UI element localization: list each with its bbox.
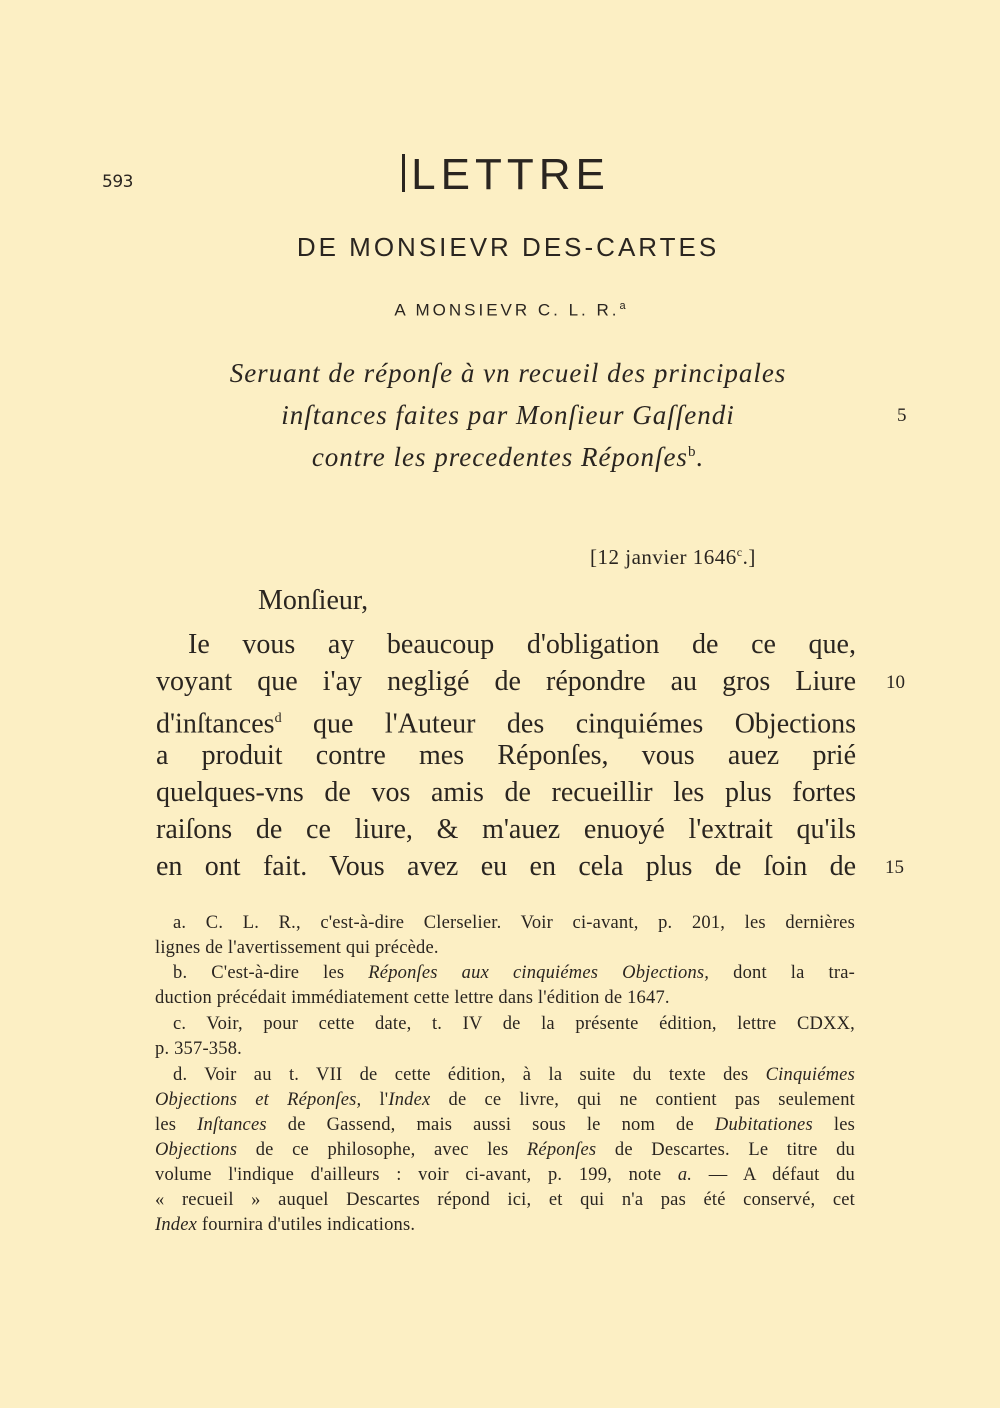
- footnote-c-line-2: p. 357-358.: [155, 1039, 242, 1059]
- line-number-10: 10: [886, 672, 905, 693]
- heading-line-1: Seruant de réponſe à vn recueil des principales: [229, 358, 787, 388]
- body-line-3: [156, 702, 856, 741]
- footnote-b-italic: Réponſes aux cinquiémes Objections,: [368, 963, 710, 983]
- heading-line-3-text: contre les precedentes Réponſes: [311, 442, 688, 472]
- footnote-d-line-7: [155, 1213, 855, 1239]
- footnote-ref-a: a: [619, 300, 626, 312]
- page-number: 593: [102, 172, 133, 192]
- footnote-d-text: les: [812, 1115, 856, 1135]
- footnote-d-text: de ce philosophe, avec les: [237, 1140, 527, 1160]
- letter-date: [590, 545, 756, 570]
- heading-line-2: inſtances faites par Monſieur Gaſſendi: [281, 400, 735, 430]
- footnote-d-italic: Objections: [155, 1140, 238, 1160]
- footnote-d-text: d. Voir au t. VII de cette édition, à la suite du texte des: [173, 1065, 766, 1085]
- letter-title: [0, 150, 1000, 200]
- footnote-a-line-2: lignes de l'avertissement qui précède.: [155, 938, 439, 958]
- footnote-d-text: volume l'indique d'ailleurs : voir ci-avant, p. 199, note: [155, 1165, 678, 1185]
- body-line-5: quelques-vns de vos amis de recueillir les plus fortes: [156, 777, 856, 808]
- body-line-4: a produit contre mes Réponſes, vous auez prié: [156, 740, 856, 771]
- footnote-d-text: de ce livre, qui ne contient pas seulement: [430, 1090, 855, 1110]
- footnote-d-italic: Objections et Réponſes,: [155, 1090, 362, 1110]
- footnote-ref-c: c: [736, 545, 743, 559]
- footnote-b-text: b. C'est-à-dire les: [173, 963, 369, 983]
- footnote-d-line-4: [155, 1138, 855, 1164]
- footnote-b-text-end: dont la tra-: [709, 963, 855, 983]
- footnote-d-line-5: [155, 1163, 855, 1189]
- footnote-d-text: de Descartes. Le titre du: [596, 1140, 855, 1160]
- section-marker: [402, 154, 405, 192]
- footnote-d-italic: Index: [155, 1215, 198, 1235]
- footnote-ref-d: d: [274, 711, 282, 726]
- letter-subtitle: DE MONSIEVR DES-CARTES: [296, 232, 720, 262]
- footnote-d-text: les: [155, 1115, 198, 1135]
- body-line-7: en ont fait. Vous avez eu en cela plus de ſoin de: [156, 851, 856, 882]
- footnote-c-line-1: c. Voir, pour cette date, t. IV de la présente édition, lettre CDXX,: [173, 1014, 855, 1034]
- body-line-2: voyant que i'ay negligé de répondre au gros Liure: [156, 666, 856, 697]
- footnote-d-line-1: [173, 1063, 855, 1089]
- footnote-d-text: de Gassend, mais aussi sous le nom de: [266, 1115, 715, 1135]
- date-close: .]: [742, 545, 756, 569]
- heading-line-3: contre les precedentes Réponſes$^b$.: [311, 442, 705, 472]
- footnote-d-line-6: « recueil » auquel Descartes répond ici, et qui n'a pas été conservé, cet: [155, 1190, 855, 1210]
- date-text: [12 janvier 1646: [590, 545, 737, 569]
- line-number-15: 15: [885, 857, 904, 878]
- footnote-d-text: fournira d'utiles indications.: [197, 1215, 416, 1235]
- footnote-d-italic: Réponſes: [526, 1140, 597, 1160]
- footnote-d-line-3: [155, 1113, 855, 1139]
- footnote-d-text: — A défaut du: [692, 1165, 855, 1185]
- footnote-d-italic: a.: [677, 1165, 693, 1185]
- footnote-ref-b: b: [687, 444, 697, 460]
- salutation: Monſieur,: [258, 585, 369, 616]
- footnote-b-line-1: [173, 961, 855, 987]
- footnote-d-line-2: [155, 1088, 855, 1114]
- body-line-3-start: d'inſtances: [156, 708, 275, 740]
- footnote-a-line-1: a. C. L. R., c'est-à-dire Clerselier. Voir ci-avant, p. 201, les dernières: [173, 913, 855, 933]
- addressee-text: A MONSIEVR C. L. R.: [394, 300, 620, 320]
- line-number-5: 5: [897, 405, 907, 426]
- title-text: LETTRE: [411, 150, 610, 199]
- body-line-1: Ie vous ay beaucoup d'obligation de ce que,: [188, 629, 856, 660]
- footnote-d-italic: Cinquiémes: [765, 1065, 855, 1085]
- body-line-6: raiſons de ce liure, & m'auez enuoyé l'extrait qu'ils: [156, 814, 856, 845]
- footnote-d-italic: Index: [388, 1090, 431, 1110]
- addressee: [0, 300, 1000, 321]
- footnote-d-text: l': [361, 1090, 389, 1110]
- footnote-d-italic: Dubitationes: [714, 1115, 813, 1135]
- footnote-b-line-2: duction précédait immédiatement cette lettre dans l'édition de 1647.: [155, 988, 670, 1008]
- footnote-d-italic: Inſtances: [197, 1115, 267, 1135]
- body-line-3-end: que l'Auteur des cinquiémes Objections: [281, 708, 856, 740]
